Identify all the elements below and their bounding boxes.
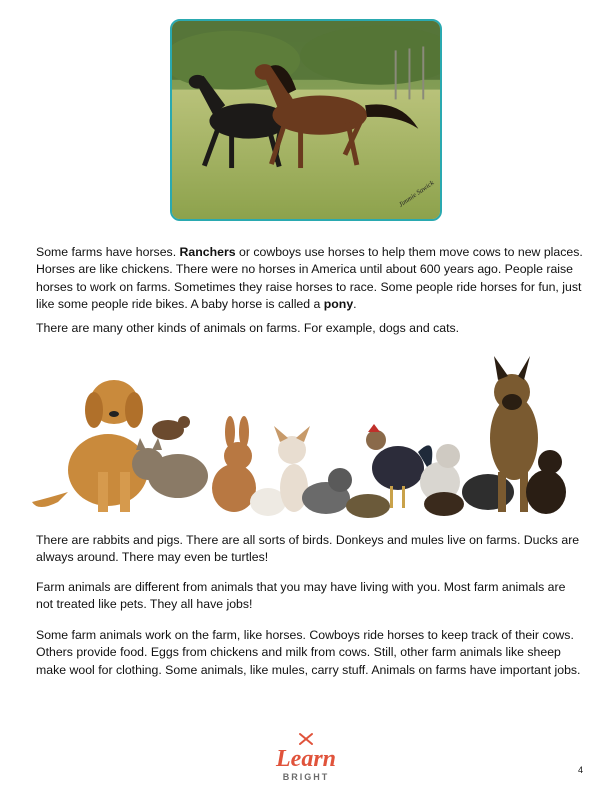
- farm-animals-photo: [28, 352, 584, 524]
- horses-illustration: [172, 21, 440, 219]
- term-pony: pony: [323, 297, 354, 312]
- horses-photo: [170, 19, 442, 221]
- learn-bright-logo: [254, 728, 358, 784]
- photo-credit: Jimmie Sawick: [397, 179, 436, 209]
- paragraph-rabbits-pigs: There are rabbits and pigs. There are all sorts of birds. Donkeys and mules live on farms. Ducks are always around. There may even be turtles!: [36, 533, 580, 565]
- paragraph-horses: Some farms have horses. Ranchers or cowboys use horses to help them move cows to new places. Horses are like chickens. There were no horses in America until about 600 years ago. People raise horses to work on farms. Sometimes they raise horses to race. Some people ride horses for fun, just like some people ride bikes. A baby horse is called a pony.: [36, 245, 583, 312]
- logo-word-learn: Learn: [276, 746, 336, 772]
- page-number: 4: [578, 765, 584, 775]
- farm-animals-illustration: [28, 352, 584, 524]
- paragraph-different: Farm animals are different from animals that you may have living with you. Most farm animals are not treated like pets. They all have jobs!: [36, 580, 566, 612]
- paragraph-other-animals: There are many other kinds of animals on farms. For example, dogs and cats.: [36, 321, 460, 335]
- logo-mark: [254, 728, 358, 784]
- term-ranchers: Ranchers: [179, 245, 236, 259]
- paragraph-jobs: Some farm animals work on the farm, like horses. Cowboys ride horses to keep track of their cows. Others provide food. Eggs from chickens and milk from cows. Still, other farm animals like sheep make wool for clothing. Some animals, like mules, carry stuff. Animals on farms have important jobs.: [36, 628, 581, 677]
- logo-x-icon: [300, 734, 312, 744]
- logo-word-bright: BRIGHT: [282, 772, 330, 782]
